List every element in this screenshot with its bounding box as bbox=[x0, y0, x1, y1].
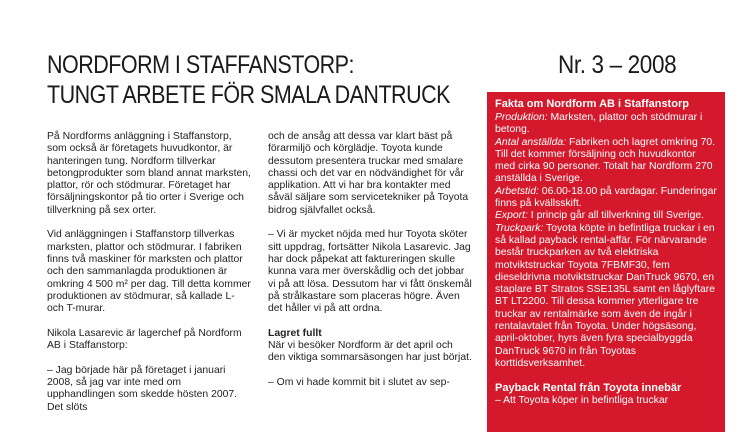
section-heading: Lagret fullt bbox=[268, 327, 322, 339]
fact-item bbox=[495, 112, 717, 137]
paragraph: – Jag började här på företaget i januari 2008, så jag var inte med om upphandlingen som skedde hösten 2007. Det slöts bbox=[47, 364, 238, 413]
page-top-edge bbox=[0, 0, 746, 4]
article-title-line-2: TUNGT ARBETE FÖR SMALA DANTRUCK bbox=[47, 81, 450, 109]
paragraph: När vi besöker Nordform är det april och den viktiga sommarsäsongen har just börjat. bbox=[268, 340, 472, 364]
fact-box-subheading: Payback Rental från Toyota innebär bbox=[495, 382, 682, 395]
fact-text: 06.00-18.00 på vardagar. Funderingar finns på kvällsskift. bbox=[495, 185, 717, 210]
paragraph: Nikola Lasarevic är lagerchef på Nordform AB i Staffanstorp: bbox=[47, 327, 242, 352]
issue-number: Nr. 3 – 2008 bbox=[558, 51, 677, 79]
fact-text: I princip går all tillverkning till Sverige. bbox=[527, 210, 705, 222]
paragraph: – Vi är mycket nöjda med hur Toyota sköter sitt uppdrag, fortsätter Nikola Lasarevic. Jag har dock påpekat att faktureringen skulle kunna vara mer överskådlig och det jobbar vi på att lösa. Dessutom har vi fått önskemål på strålkastare som placeras högre. Även det håller vi på att ordna. bbox=[268, 229, 472, 315]
fact-item bbox=[495, 223, 717, 371]
article-column-1 bbox=[47, 131, 252, 426]
paragraph: – Om vi hade kommit bit i slutet av sep- bbox=[268, 376, 450, 388]
article-column-2 bbox=[268, 131, 473, 402]
fact-box-title: Fakta om Nordform AB i Staffanstorp bbox=[495, 98, 689, 110]
article-title-line-1: NORDFORM I STAFFANSTORP: bbox=[47, 51, 354, 79]
paragraph: Vid anläggningen i Staffanstorp tillverkas marksten, plattor och stödmurar. I fabriken finns två maskiner för marksten och plattor och den sammanlagda produktionen är omkring 4 500 m² per dag. Till detta kommer produktionen av stödmurar, så kallade L- och T-murar. bbox=[47, 229, 251, 315]
fact-label: Antal anställda: bbox=[495, 136, 567, 148]
fact-item bbox=[495, 137, 717, 186]
fact-label: Truckpark: bbox=[495, 222, 544, 234]
fact-box-tail: – Att Toyota köper in befintliga truckar bbox=[495, 395, 669, 407]
fact-box bbox=[487, 92, 725, 432]
fact-label: Produktion: bbox=[495, 112, 548, 123]
fact-text: Toyota köpte in befintliga truckar i en så kallad payback rental-affär. För närvarande består truckparken av två elektriska motviktstruckar Toyota 7FBMF30, fem dieseldrivna motviktstruckar DanTruck 9670, en staplare BT Stratos SSE135L samt en låglyftare BT LT2200. Till dessa kommer ytterligare tre truckar av rentalmärke som även de ingår i rentalavtalet från Toyota. Under högsäsong, april-oktober, hyrs även fyra specialbyggda DanTruck 9670 in från Toyotas korttidsverksamhet. bbox=[495, 222, 716, 369]
paragraph: På Nordforms anläggning i Staffanstorp, som också är företagets huvudkontor, är hanteringen tung. Nordform tillverkar betongprodukter som bland annat marksten, plattor, rör och stödmurar. Företaget har försäljningskontor på tio orter i Sverige och tillverkning på sex orter. bbox=[47, 131, 251, 216]
fact-text: Marksten, plattor och stödmurar i betong. bbox=[495, 112, 703, 136]
paragraph: och de ansåg att dessa var klart bäst på förarmiljö och körglädje. Toyota kunde dessutom presentera truckar med smalare chassi och det var en nödvändighet för vår applikation. Att vi har bra kontakter med såväl säljare som servicetekniker på Toyota bidrog självfallet också. bbox=[268, 131, 469, 216]
fact-item bbox=[495, 210, 717, 222]
fact-label: Arbetstid: bbox=[495, 185, 539, 197]
fact-item bbox=[495, 186, 717, 211]
fact-text: Fabriken och lagret omkring 70. Till det kommer försäljning och huvudkontor med cirka 90 personer. Totalt har Nordform 270 anställda i Sverige. bbox=[495, 136, 716, 185]
fact-label: Export: bbox=[495, 210, 528, 222]
article-title bbox=[47, 50, 450, 110]
